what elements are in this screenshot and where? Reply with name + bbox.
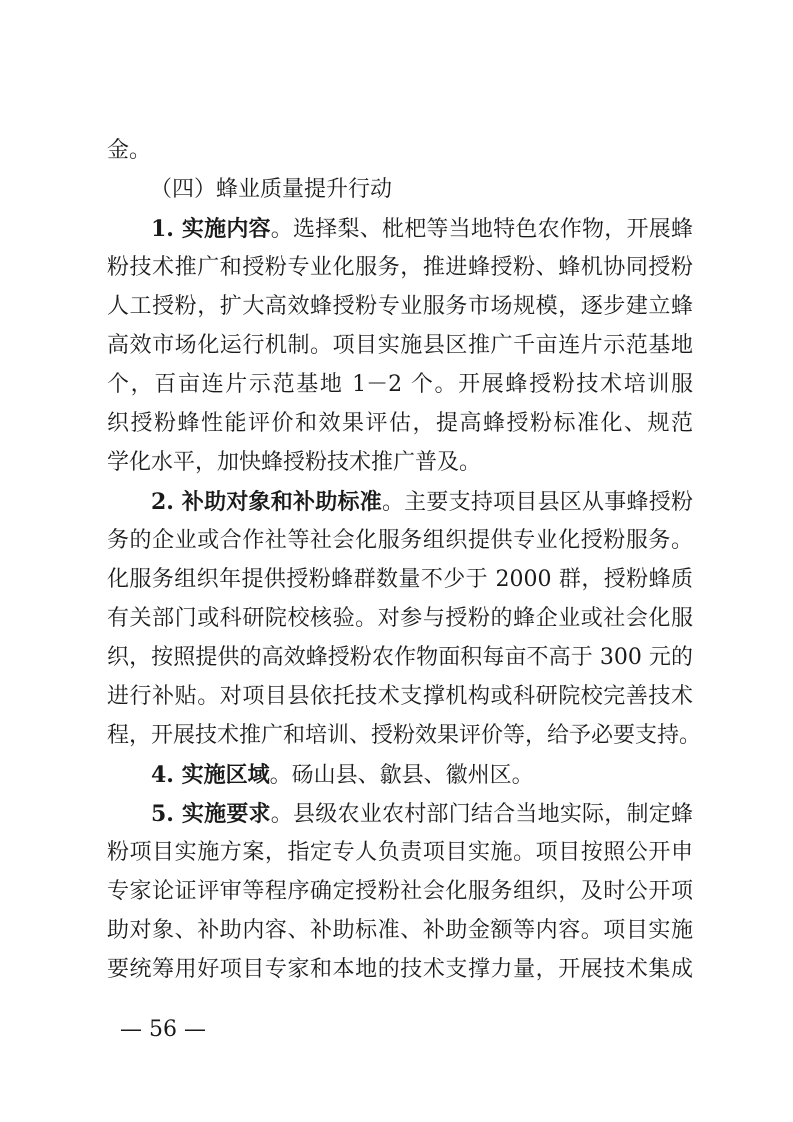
item-text: 。选择梨、枇杷等当地特色农作物，开展蜂 (270, 217, 693, 242)
paragraph-line: 助对象、补助内容、补助标准、补助金额等内容。项目实施 (107, 918, 693, 943)
item-text: 。县级农业农村部门结合当地实际，制定蜂 (270, 802, 693, 827)
paragraph-line (151, 487, 693, 517)
paragraph-line: 粉项目实施方案，指定专人负责项目实施。项目按照公开申 (107, 840, 693, 865)
item-text: 。砀山县、歙县、徽州区。 (269, 763, 534, 788)
paragraph-line: 专家论证评审等程序确定授粉社会化服务组织，及时公开项 (107, 879, 693, 904)
paragraph-line: 化服务组织年提供授粉蜂群数量不少于 2000 群，授粉蜂质 (107, 567, 693, 592)
paragraph-line: 进行补贴。对项目县依托技术支撑机构或科研院校完善技术 (107, 684, 693, 709)
item-label: 5. 实施要求 (151, 801, 271, 827)
paragraph-line: 有关部门或科研院校核验。对参与授粉的蜂企业或社会化服 (107, 606, 693, 631)
paragraph-line: 织，按照提供的高效蜂授粉农作物面积每亩不高于 300 元的 (107, 645, 693, 670)
section-heading: （四）蜂业质量提升行动 (150, 177, 393, 202)
item-text: 。主要支持项目县区从事蜂授粉 (381, 490, 693, 515)
paragraph-line: 务的企业或合作社等社会化服务组织提供专业化授粉服务。 (107, 528, 693, 553)
paragraph-line: 金。 (107, 138, 152, 163)
paragraph-line (151, 214, 693, 244)
page-number: — 56 — (120, 1017, 206, 1042)
paragraph-line: 学化水平，加快蜂授粉技术推广普及。 (107, 450, 482, 475)
paragraph-line: 要统筹用好项目专家和本地的技术支撑力量，开展技术集成 (107, 957, 693, 982)
paragraph-line: 高效市场化运行机制。项目实施县区推广千亩连片示范基地 (107, 333, 693, 358)
paragraph-line: 人工授粉，扩大高效蜂授粉专业服务市场规模，逐步建立蜂 (107, 294, 693, 319)
item-label: 1. 实施内容 (151, 216, 271, 242)
paragraph-line: 个，百亩连片示范基地 1－2 个。开展蜂授粉技术培训服 (107, 372, 693, 397)
paragraph-line (151, 799, 693, 829)
item-label: 4. 实施区域 (151, 762, 270, 788)
paragraph-line (151, 760, 534, 791)
paragraph-line: 织授粉蜂性能评价和效果评估，提高蜂授粉标准化、规范 (107, 411, 693, 436)
paragraph-line: 程，开展技术推广和培训、授粉效果评价等，给予必要支持。 (107, 723, 702, 748)
paragraph-line: 粉技术推广和授粉专业化服务，推进蜂授粉、蜂机协同授粉 (107, 255, 693, 280)
item-label: 2. 补助对象和补助标准 (151, 489, 382, 515)
